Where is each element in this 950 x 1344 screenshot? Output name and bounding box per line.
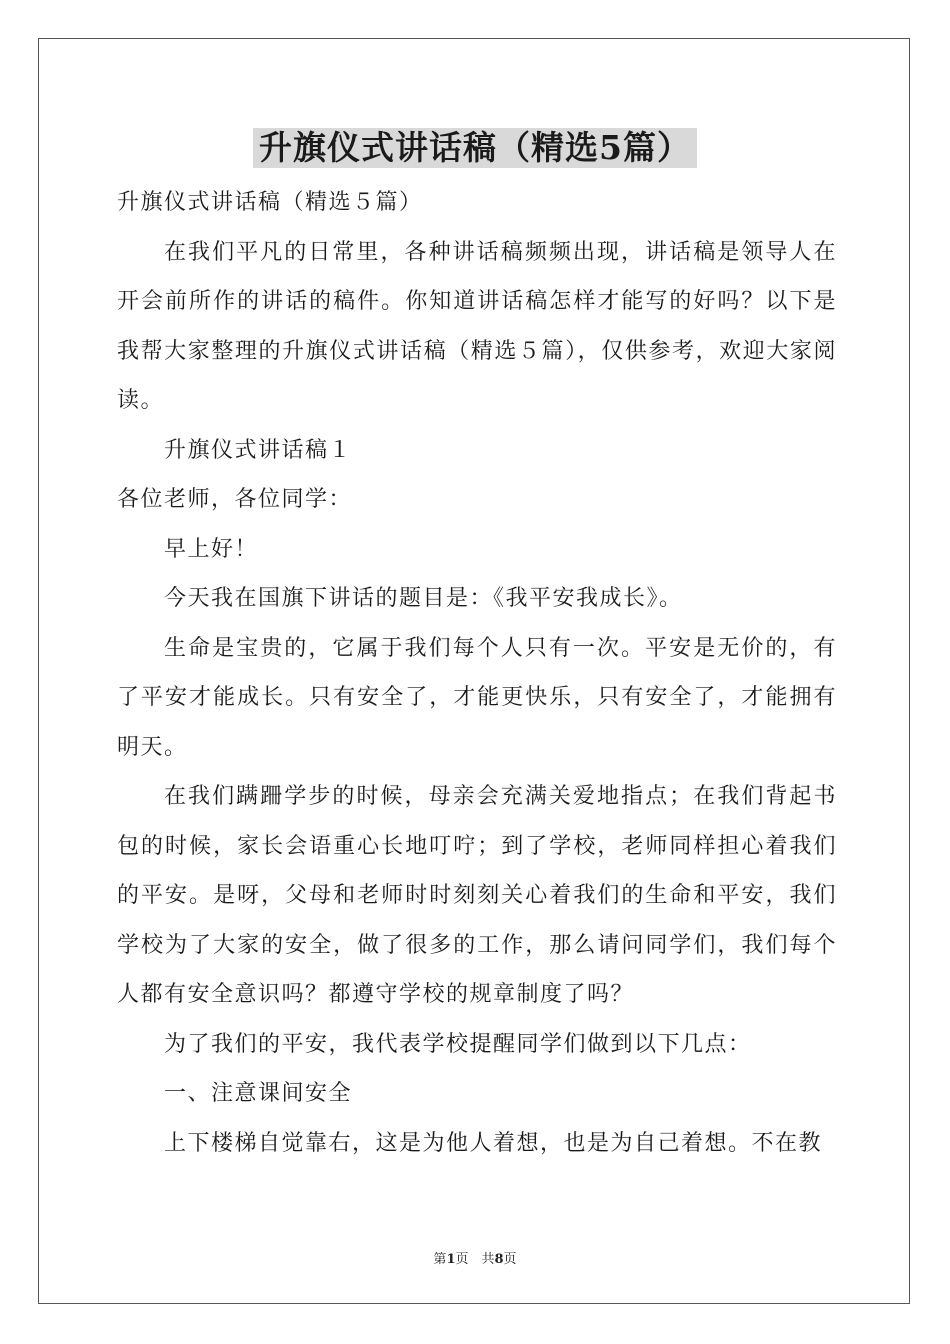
paragraph: 各位老师，各位同学： bbox=[117, 487, 353, 512]
paragraph: 升旗仪式讲话稿１ bbox=[164, 437, 353, 463]
paragraph: 上下楼梯自觉靠右，这是为他人着想，也是为自己着想。不在教 bbox=[164, 1130, 823, 1156]
paragraph: 在我们蹒跚学步的时候，母亲会充满关爱地指点；在我们背起书包的时候，家长会语重心长地叮咛；到了学校，老师同样担心着我们的平安。是呀，父母和老师时时刻刻关心着我们的生命和平安，我们学校为了大家的安全，做了很多的工作，那么请问同学们，我们每个人都有安全意识吗？都遵守学校的规章制度了吗？ bbox=[117, 784, 837, 1007]
document-title: 升旗仪式讲话稿（精选5篇） bbox=[253, 128, 697, 168]
page-current: 1 bbox=[446, 1252, 456, 1267]
paragraph: 在我们平凡的日常里，各种讲话稿频频出现，讲话稿是领导人在开会前所作的讲话的稿件。你知道讲话稿怎样才能写的好吗？以下是我帮大家整理的升旗仪式讲话稿（精选５篇），仅供参考，欢迎大家阅读。 bbox=[117, 239, 837, 413]
page-prefix: 第 bbox=[433, 1252, 447, 1267]
document-body bbox=[117, 178, 837, 1168]
page-total: 8 bbox=[494, 1252, 504, 1267]
paragraph: 早上好！ bbox=[164, 536, 259, 562]
paragraph: 生命是宝贵的，它属于我们每个人只有一次。平安是无价的，有了平安才能成长。只有安全了，才能更快乐，只有安全了，才能拥有明天。 bbox=[117, 635, 837, 760]
page-suffix: 页 bbox=[503, 1252, 517, 1267]
paragraph: 今天我在国旗下讲话的题目是：《我平安我成长》。 bbox=[164, 586, 683, 611]
page-footer bbox=[0, 1248, 950, 1267]
paragraph: 为了我们的平安，我代表学校提醒同学们做到以下几点： bbox=[164, 1031, 752, 1057]
page-mid: 页 共 bbox=[455, 1252, 495, 1267]
paragraph: 一、注意课间安全 bbox=[164, 1081, 353, 1106]
title-area bbox=[0, 128, 950, 168]
paragraph: 升旗仪式讲话稿（精选５篇） bbox=[117, 190, 423, 215]
